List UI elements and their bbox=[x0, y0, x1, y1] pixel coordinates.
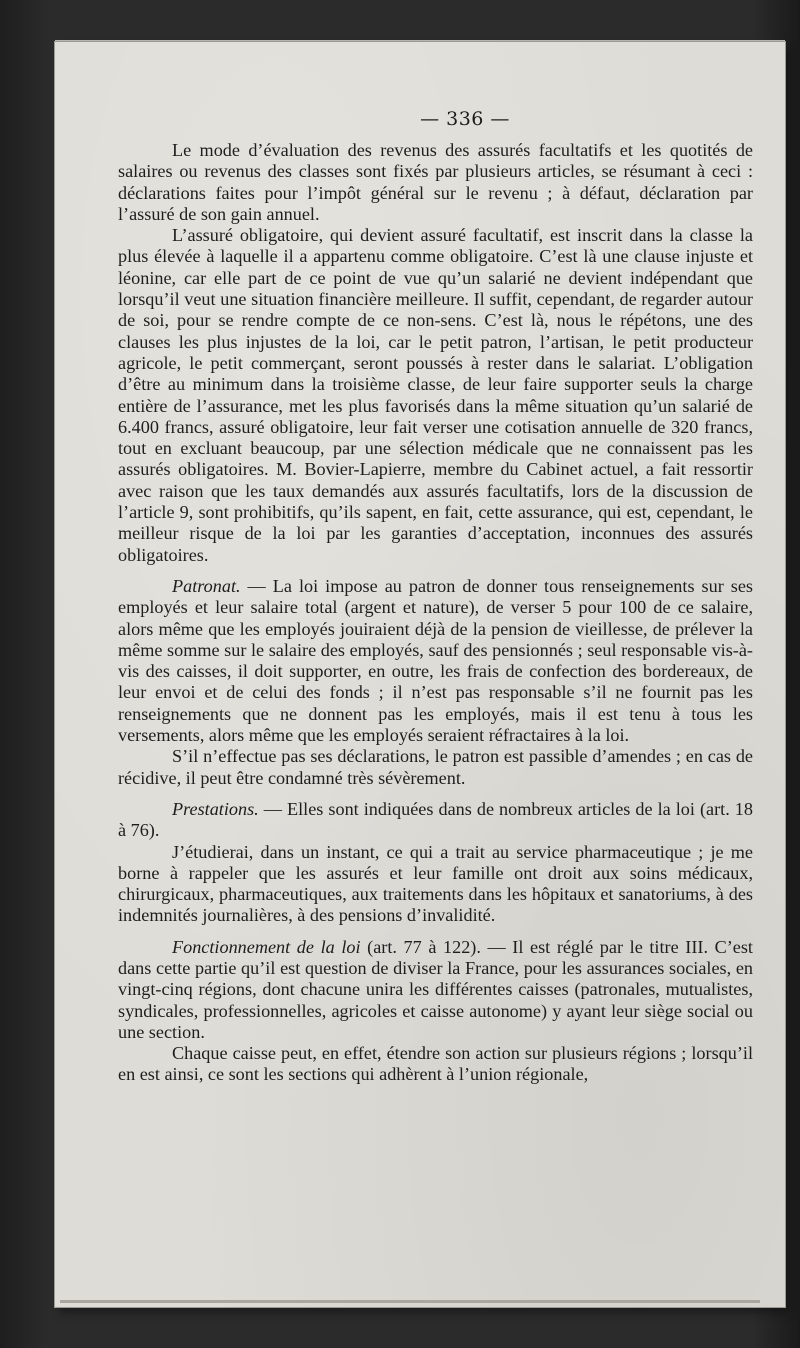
paragraph-body: Le mode d’évaluation des revenus des assurés facultatifs et les quotités de salaires ou revenus des classes sont fixés par plusieurs articles, se résumant à ceci : déclarations faites pour l’impôt général sur le revenu ; à défaut, déclaration par l’assuré de son gain annuel. bbox=[118, 140, 753, 224]
paragraph-amendes bbox=[118, 746, 753, 789]
paragraph-caisse-regions bbox=[118, 1043, 753, 1086]
page-bottom-edge bbox=[60, 1300, 760, 1303]
section-heading: Patronat. bbox=[172, 575, 241, 596]
paragraph-body: — Elles sont indiquées dans de nombreux articles de la loi (art. 18 à 76). bbox=[118, 798, 753, 841]
section-heading: Fonctionnement de la loi bbox=[172, 936, 361, 957]
paragraph-assure-obligatoire bbox=[118, 225, 753, 566]
paragraph-body: J’étudierai, dans un instant, ce qui a trait au service pharmaceutique ; je me borne à rappeler que les assurés et leur famille ont droit aux soins médicaux, chirurgicaux, pharmaceutiques, aux traitements dans les hôpitaux et sanatoriums, à des indemnités journalières, à des pensions d’invalidité. bbox=[118, 841, 753, 926]
paragraph-patronat bbox=[118, 576, 753, 746]
paragraph-prestations bbox=[118, 799, 753, 842]
paragraph-evaluation bbox=[118, 140, 753, 225]
paragraph-body: S’il n’effectue pas ses déclarations, le patron est passible d’amendes ; en cas de récidive, il peut être condamné très sévèrement. bbox=[118, 746, 753, 788]
paragraph-body: L’assuré obligatoire, qui devient assuré facultatif, est inscrit dans la classe la plus élevée à laquelle il a appartenu comme obligatoire. C’est là une clause injuste et léonine, car elle part de ce point de vue qu’un salarié ne devient indépendant que lorsqu’il veut une situation financière meilleure. Il suffit, cependant, de regarder autour de soi, pour se rendre compte de ce non-sens. C’est là, nous le répétons, une des clauses les plus injustes de la loi, car le petit patron, l’artisan, le petit producteur agricole, le petit commerçant, seront poussés à rester dans le salariat. L’obligation d’être au minimum dans la troisième classe, de leur faire supporter seuls la charge entière de l’assurance, met les plus favorisés dans la même situation qu’un salarié de 6.400 francs, assuré obligatoire, leur fait verser une cotisation annuelle de 320 francs, tout en excluant beaucoup, par une sélection médicale que ne connaissent pas les assurés obligatoires. M. Bovier-Lapierre, membre du Cabinet actuel, a fait ressortir avec raison que les taux demandés aux assurés facultatifs, lors de la discussion de l’article 9, sont prohibitifs, qu’ils sapent, en fait, cette assurance, qui est, cependant, le meilleur risque de la loi par les garanties d’acceptation, inconnues des assurés obligatoires. bbox=[118, 225, 753, 565]
paragraph-service-pharmaceutique bbox=[118, 842, 753, 927]
paragraph-body: Chaque caisse peut, en effet, étendre son action sur plusieurs régions ; lorsqu’il en est ainsi, ce sont les sections qui adhèrent à l’union régionale, bbox=[118, 1043, 753, 1085]
section-heading: Prestations. bbox=[172, 798, 259, 819]
page-number: — 336 — bbox=[420, 108, 510, 130]
paragraph-body: (art. 77 à 122). — Il est réglé par le titre III. C’est dans cette partie qu’il est question de diviser la France, pour les assurances sociales, en vingt-cinq régions, dont chacune unira les différentes caisses (patronales, mutualistes, syndicales, professionnelles, agricoles et caisse autonome) y ayant leur siège social ou une section. bbox=[118, 936, 753, 1042]
paragraph-fonctionnement bbox=[118, 937, 753, 1043]
paragraph-body: — La loi impose au patron de donner tous renseignements sur ses employés et leur salaire total (argent et nature), de verser 5 pour 100 de ce salaire, alors même que les employés jouiraient déjà de la pension de vieillesse, de prélever la même somme sur le salaire des employés, sauf des pensionnés ; seul responsable vis-à-vis des caisses, il doit supporter, en outre, les frais de confection des bordereaux, de leur envoi et de celui des fonds ; il n’est pas responsable s’il ne fournit pas les renseignements que ne donnent pas les employés, mais il est tenu à tous les versements, alors même que les employés seraient réfractaires à la loi. bbox=[118, 575, 753, 746]
body-text bbox=[118, 140, 753, 1086]
